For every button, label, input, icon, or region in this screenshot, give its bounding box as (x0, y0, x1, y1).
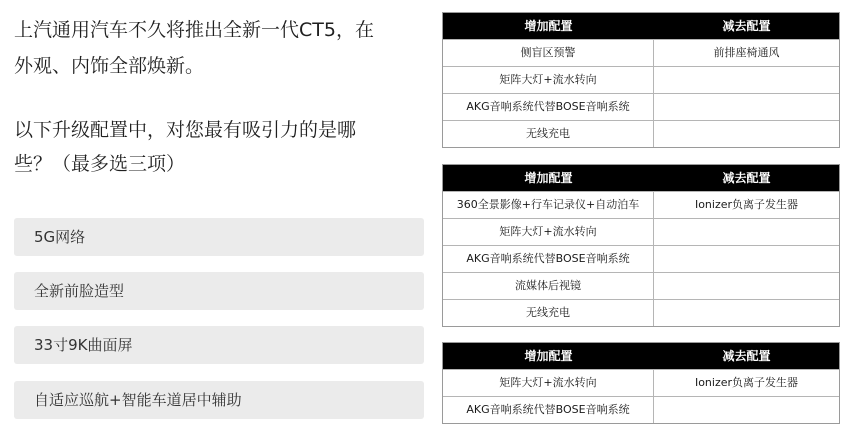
table-header (443, 343, 839, 369)
added-item: AKG音响系统代替BOSE音响系统 (443, 94, 654, 120)
table-header (443, 165, 839, 191)
table-header (443, 13, 839, 39)
removed-item: 前排座椅通风 (713, 46, 780, 59)
question-text-line-3: 以下升级配置中，对您最有吸引力的是哪 (14, 119, 357, 141)
added-item: 流媒体后视镜 (443, 273, 654, 299)
removed-item (654, 273, 839, 299)
added-item: 无线充电 (443, 300, 654, 326)
question-text-line-2: 外观、内饰全部焕新。 (14, 55, 205, 77)
question-text-line-1: 上汽通用汽车不久将推出全新一代CT5，在 (14, 19, 374, 41)
removed-item (654, 219, 839, 245)
removed-item (654, 397, 839, 423)
question-text-line-4: 些？（最多选三项） (14, 153, 186, 175)
added-item: 侧盲区预警 (443, 40, 654, 66)
table-row (443, 299, 839, 326)
removed-item (654, 67, 839, 93)
removed-item (654, 300, 839, 326)
added-item: 矩阵大灯+流水转向 (443, 67, 654, 93)
table-row (443, 120, 839, 147)
table-row (443, 396, 839, 423)
removed-item (654, 246, 839, 272)
table-row (443, 93, 839, 120)
option-5g-network[interactable]: 5G网络 (14, 218, 424, 256)
header-added-config: 增加配置 (524, 349, 573, 363)
removed-item: Ionizer负离子发生器 (694, 376, 799, 389)
added-item: 矩阵大灯+流水转向 (443, 219, 654, 245)
config-table-2 (442, 164, 840, 327)
config-table-1 (442, 12, 840, 148)
header-removed-config: 减去配置 (722, 19, 771, 33)
added-item: 矩阵大灯+流水转向 (443, 370, 654, 396)
removed-item: Ionizer负离子发生器 (694, 198, 799, 211)
header-removed-config: 减去配置 (722, 171, 771, 185)
added-item: AKG音响系统代替BOSE音响系统 (443, 246, 654, 272)
table-row (443, 191, 839, 218)
table-row (443, 369, 839, 396)
table-row (443, 39, 839, 66)
header-removed-config: 减去配置 (722, 349, 771, 363)
table-row (443, 66, 839, 93)
option-new-front-design[interactable]: 全新前脸造型 (14, 272, 424, 310)
added-item: 360全景影像+行车记录仪+自动泊车 (443, 192, 654, 218)
config-table-3 (442, 342, 840, 424)
added-item: AKG音响系统代替BOSE音响系统 (443, 397, 654, 423)
table-row (443, 218, 839, 245)
option-adaptive-cruise[interactable]: 自适应巡航+智能车道居中辅助 (14, 381, 424, 419)
added-item: 无线充电 (443, 121, 654, 147)
table-row (443, 272, 839, 299)
table-row (443, 245, 839, 272)
removed-item (654, 94, 839, 120)
header-added-config: 增加配置 (524, 171, 573, 185)
option-33-inch-curved-screen[interactable]: 33寸9K曲面屏 (14, 326, 424, 364)
removed-item (654, 121, 839, 147)
header-added-config: 增加配置 (524, 19, 573, 33)
